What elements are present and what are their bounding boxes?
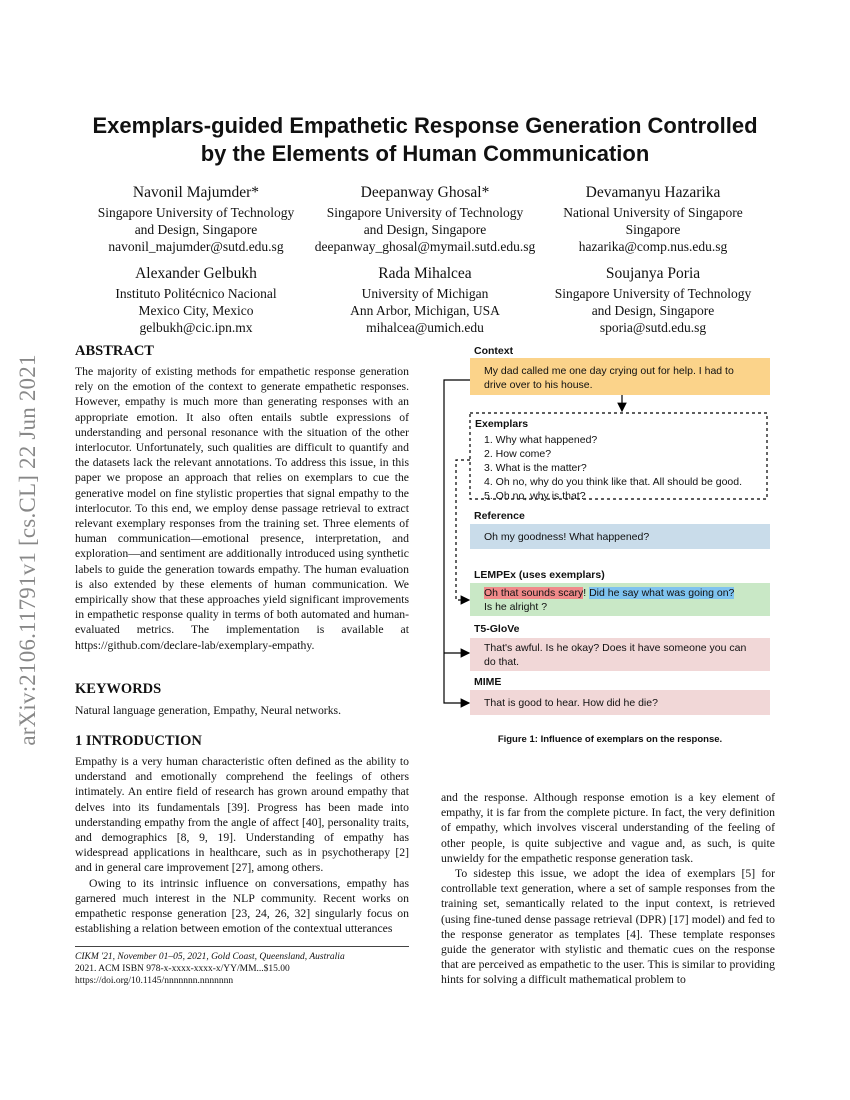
right-column-body [441,790,775,988]
footnote-line: 2021. ACM ISBN 978-x-xxxx-xxxx-x/YY/MM...$15.00 [75,964,290,974]
introduction-body [75,754,409,936]
author-affiliation: Singapore University of Technology [326,205,524,220]
context-branch-line [444,380,470,703]
keywords-text: Natural language generation, Empathy, Neural networks. [75,704,342,717]
context-box: My dad called me one day crying out for help. I had to drive over to his house. [470,358,770,395]
author-name: Soujanya Poria [605,265,701,282]
author-affiliation: and Design, Singapore [134,222,258,237]
exemplars-label: Exemplars [475,418,529,430]
author-affiliation: and Design, Singapore [363,222,487,237]
context-label: Context [474,345,514,357]
author-affiliation: Singapore University of Technology [97,205,295,220]
author-email: hazarika@comp.nus.edu.sg [578,239,728,254]
exemplar-item: 1. Why what happened? [484,434,598,446]
author-block [305,265,545,336]
lempex-label: LEMPEx (uses exemplars) [474,569,605,581]
author-affiliation: Ann Arbor, Michigan, USA [350,303,500,318]
abstract-body [75,364,409,653]
title-line-1: Exemplars-guided Empathetic Response Generation Controlled [92,113,758,138]
author-affiliation: Singapore University of Technology [554,286,752,301]
author-affiliation: University of Michigan [361,286,489,301]
author-affiliation: National University of Singapore [563,205,743,220]
mime-label: MIME [474,676,502,688]
footnote-rule [75,946,409,947]
author-email: navonil_majumder@sutd.edu.sg [108,239,284,254]
intro-paragraph-1: Empathy is a very human characteristic often defined as the ability to understand and emotionally comprehend the feelings of others intimately. An entire field of research has grown around empathy that delves into its fundamentals [39]. Progress has been made into understanding empathy from the angle of affect [40], personality traits, and demographics [8, 9, 19]. Understanding of empathy has widespread applications in healthcare, such as in psychotherapy [2] and in general care improvement [27], among others. [75,755,409,875]
author-affiliation: Instituto Politécnico Nacional [115,286,277,301]
abstract-heading: ABSTRACT [75,343,154,359]
author-email: deepanway_ghosal@mymail.sutd.edu.sg [314,239,536,254]
author-email: mihalcea@umich.edu [366,320,484,335]
right-paragraph-2: To sidestep this issue, we adopt the idea of exemplars [5] for controllable text generation, where a set of sample responses from the training set, semantically related to the input context, is retrieved (using fine-tuned dense passage retrieval (DPR) [17] model) and fed to the response generator as templates [4]. These template responses guide the generator with stylistic and thematic cues on the response that are perceived as empathetic to the user. This is similar to providing hints for solving a difficult mathematical problem to [441,867,775,987]
author-name: Navonil Majumder* [132,184,260,201]
author-block [533,184,773,255]
right-paragraph-1: and the response. Although response emotion is a key element of empathy, it is far from the complete picture. In fact, the very definition of empathy, which involves visceral understanding of the feeling of other people, is quite subjective and vague and, as such, is quite unwieldy for the empathetic response generation task. [441,791,775,865]
footnote [75,951,409,987]
paper-title [60,112,790,168]
figure-1 [440,340,780,720]
figure-caption: Figure 1: Influence of exemplars on the response. [497,734,723,745]
exemplar-item: 2. How come? [484,448,552,460]
reference-box: Oh my goodness! What happened? [470,524,770,549]
exemplar-item: 4. Oh no, why do you think like that. All should be good. [484,476,742,488]
t5-glove-label: T5-GloVe [474,623,520,635]
author-affiliation: Singapore [625,222,681,237]
lempex-highlight-blue: Did he say what was going on? [589,587,735,599]
author-name: Rada Mihalcea [378,265,472,282]
lempex-box [470,583,770,616]
exemplar-item: 3. What is the matter? [484,462,587,474]
exemplar-item: 5. Oh no, why is that? [484,490,586,502]
author-name: Devamanyu Hazarika [585,184,721,201]
t5-glove-box: That's awful. Is he okay? Does it have someone you can do that. [470,638,770,671]
author-email: gelbukh@cic.ipn.mx [139,320,253,335]
author-email: sporia@sutd.edu.sg [599,320,707,335]
author-name: Alexander Gelbukh [135,265,257,282]
author-block [76,184,316,255]
author-name: Deepanway Ghosal* [360,184,490,201]
lempex-highlight-red: Oh that sounds scary [484,587,584,599]
keywords-heading: KEYWORDS [75,681,162,697]
footnote-line: CIKM '21, November 01–05, 2021, Gold Coast, Queensland, Australia [75,952,345,962]
title-line-2: by the Elements of Human Communication [200,141,650,166]
abstract-text: The majority of existing methods for empathetic response generation rely on the emotion of the context to generate empathetic responses. However, empathy is much more than generating responses with an appropriate emotion. It also often entails subtle expressions of understanding and personal resonance with the situation of the other interlocutor. Unfortunately, such qualities are difficult to quantify and the datasets lack the relevant annotations. To address this issue, in this paper we propose an approach that relies on exemplars to cue the generative model on fine stylistic properties that signal empathy to the interlocutor. To this end, we employ dense passage retrieval to extract relevant exemplary responses from the training set. Three elements of human communication—emotional presence, interpretation, and exploration—and sentiment are additionally introduced using synthetic labels to guide the generation towards empathy. The human evaluation is also extended by these elements of human communication. We empirically show that these approaches yield significant improvements in empathetic response quality in terms of both automated and human-evaluated metrics. The implementation is available at https://github.com/declare-lab/exemplary-empathy. [75,365,409,652]
exemplars-list [472,431,766,505]
lempex-rest: Is he alright ? [484,601,548,613]
reference-label: Reference [474,510,525,522]
author-block [292,184,558,255]
exemplars-to-lempex-line [456,460,470,600]
author-affiliation: and Design, Singapore [591,303,715,318]
author-block [533,265,773,336]
arxiv-stamp-text: arXiv:2106.11791v1 [cs.CL] 22 Jun 2021 [15,354,40,746]
arxiv-stamp [8,300,48,800]
lempex-exclamation: ! [583,587,587,599]
footnote-line: https://doi.org/10.1145/nnnnnnn.nnnnnnn [75,976,234,986]
introduction-heading: 1 INTRODUCTION [75,733,202,749]
mime-box: That is good to hear. How did he die? [470,690,770,715]
intro-paragraph-2: Owing to its intrinsic influence on conversations, empathy has garnered much interest in the NLP community. Recent works on empathetic response generation [23, 24, 26, 32] singularly focus on establishing a relation between emotion of the contextual utterances [75,876,409,936]
author-block [76,265,316,336]
author-affiliation: Mexico City, Mexico [138,303,254,318]
